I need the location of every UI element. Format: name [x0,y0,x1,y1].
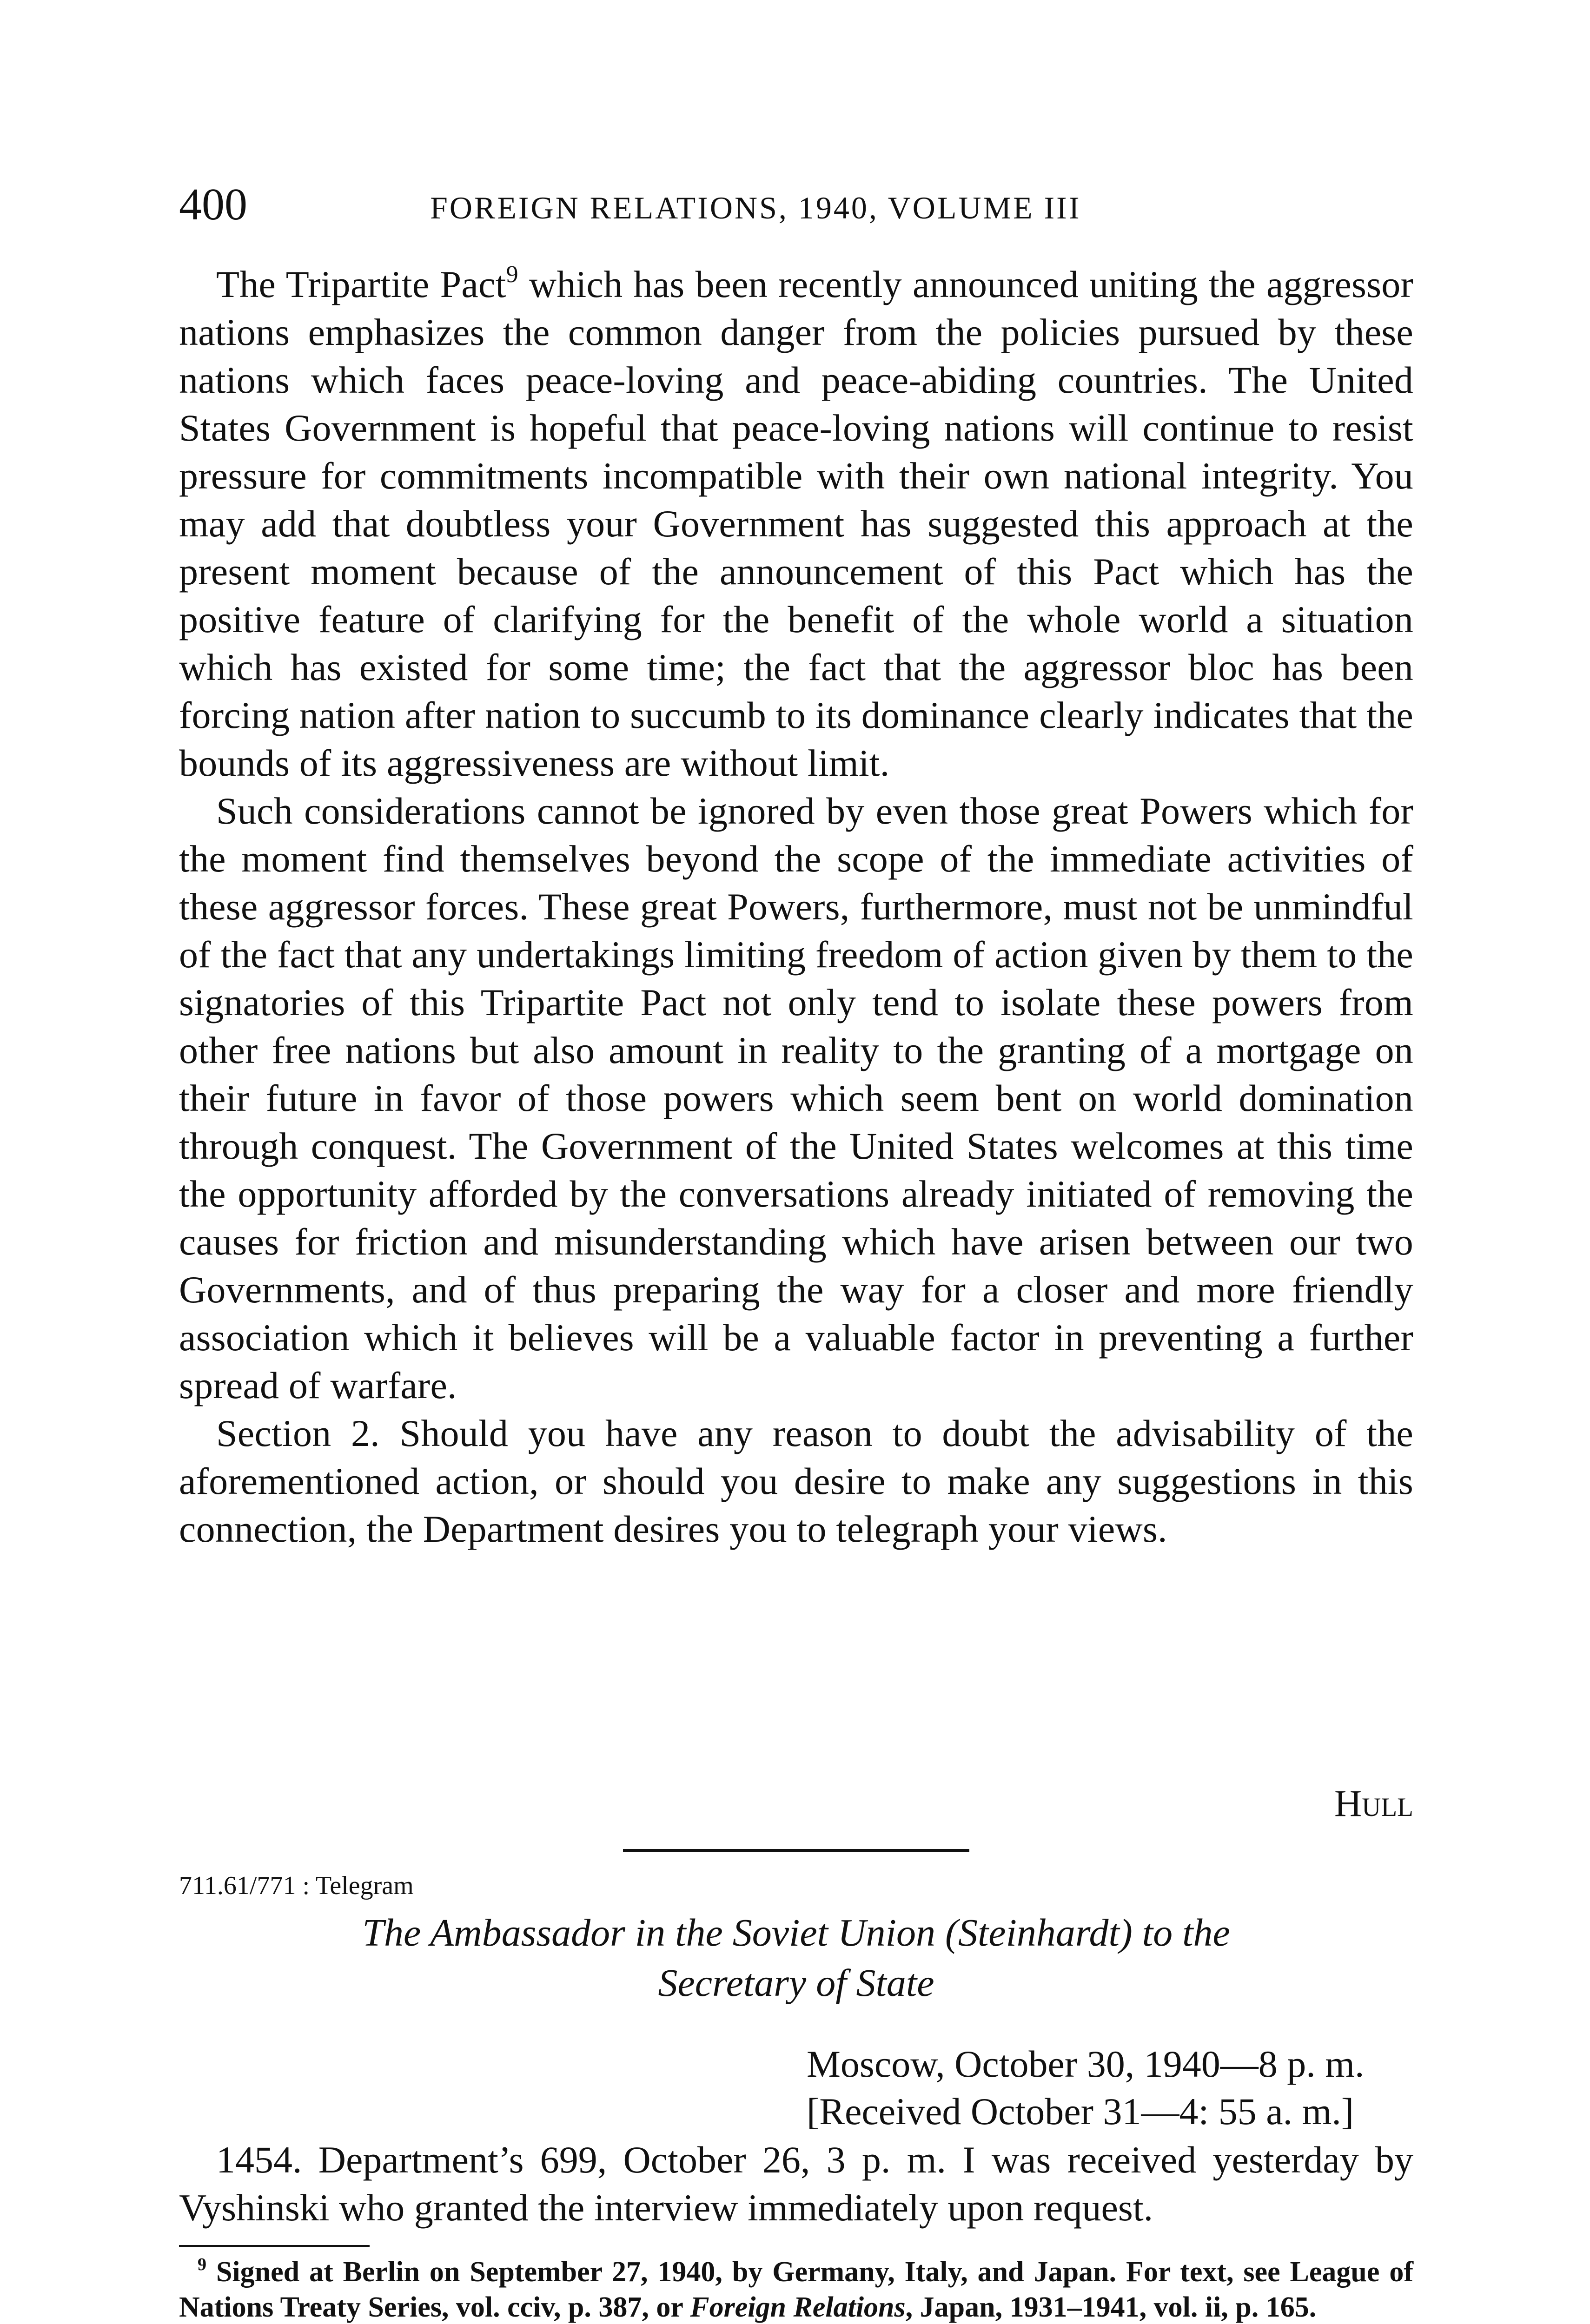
document-title-line-2: Secretary of State [658,1961,934,2005]
paragraph-1-rest: which has been recently announced uniting the aggressor nations emphasizes the common danger from the policies pursued by these nations which faces peace-loving and peace-abiding countries. The United States Government is hopeful that peace-loving nations will continue to resist pressure for commitments incompatible with their own national integrity. You may add that doubtless your Government has suggested this approach at the present moment because of the announcement of this Pact which has the positive feature of clarifying for the benefit of the whole world a situation which has existed for some time; the fact that the aggressor bloc has been forcing nation after nation to succumb to its dominance clearly indicates that the bounds of its aggressiveness are without limit. [179,263,1413,784]
footnote [179,2254,1413,2324]
footnote-italic-title: Foreign Relations [690,2291,906,2323]
running-head: FOREIGN RELATIONS, 1940, VOLUME III [430,190,1081,225]
dateline [807,2040,1411,2135]
dateline-place-date: Moscow, October 30, 1940—8 p. m. [807,2043,1365,2085]
paragraph-1-start: The Tripartite Pact [216,263,506,305]
paragraph-2: Such considerations cannot be ignored by even those great Powers which for the moment find themselves beyond the scope of the immediate activities of these aggressor forces. These great Powers, furthermore, must not be unmindful of the fact that any undertakings limiting freedom of action given by them to the signatories of this Tripartite Pact not only tend to isolate these powers from other free nations but also amount in reality to the granting of a mortgage on their future in favor of those powers which seem bent on world domination through conquest. The Government of the United States welcomes at this time the opportunity afforded by the conversations already initiated of removing the causes for friction and misunderstanding which have arisen between our two Governments, and of thus preparing the way for a closer and more friendly association which it believes will be a valuable factor in preventing a further spread of warfare. [179,790,1413,1406]
paragraph-3: Section 2. Should you have any reason to doubt the advisability of the aforementioned action, or should you desire to make any suggestions in this connection, the Department desires you to telegraph your views. [179,1412,1413,1550]
section-divider [623,1849,969,1852]
footnote-marker: 9 [198,2255,206,2274]
telegram-paragraph: 1454. Department’s 699, October 26, 3 p. m. I was received yesterday by Vyshinski who granted the interview immediately upon request. [179,2139,1413,2229]
footnote-text [179,2254,1413,2324]
telegram-body [179,2136,1413,2232]
paragraph-1 [179,260,1413,787]
footnote-rule [179,2245,370,2247]
document-title [179,1908,1413,2008]
dateline-received: [Received October 31—4: 55 a. m.] [807,2090,1354,2133]
page-header [179,179,1413,230]
footnote-text-start: Signed at Berlin on September 27, 1940, by Germany, Italy, and Japan. For text, see League of Nations Treaty Series, vol. cciv, p. 387, or [179,2256,1413,2323]
document-title-line-1: The Ambassador in the Soviet Union (Steinhardt) to the [362,1911,1230,1954]
page-number: 400 [179,179,247,230]
file-reference: 711.61/771 : Telegram [179,1871,414,1900]
body-text [179,260,1413,1553]
footnote-text-end: , Japan, 1931–1941, vol. ii, p. 165. [905,2291,1317,2323]
footnote-reference: 9 [506,261,518,288]
signature-hull: Hull [1334,1782,1413,1824]
